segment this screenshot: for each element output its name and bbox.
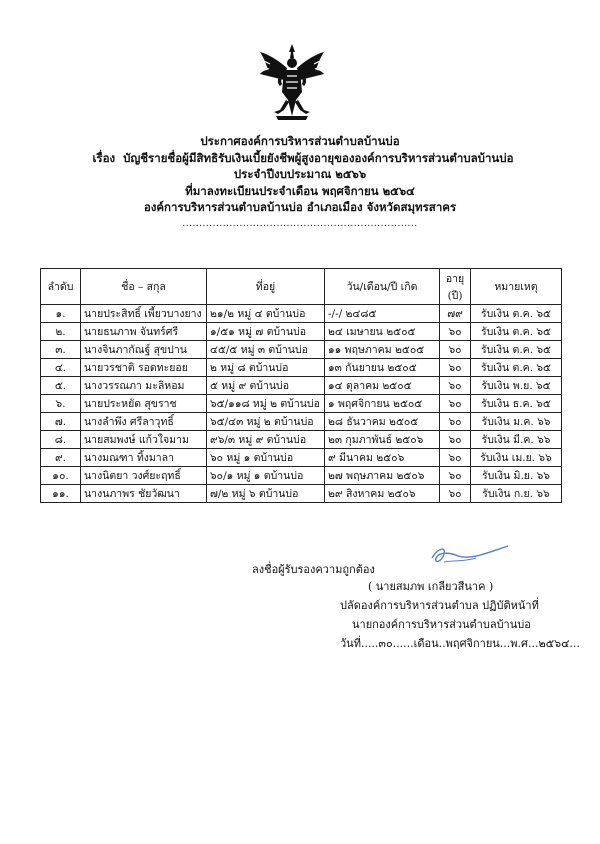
table-row bbox=[41, 485, 562, 503]
table-row bbox=[41, 341, 562, 359]
cell-age: ๖๐ bbox=[440, 467, 471, 485]
cell-no: ๒. bbox=[41, 323, 81, 341]
cell-name: นายสมพงษ์ แก้วใจมาม bbox=[81, 431, 207, 449]
cell-no: ๑๐. bbox=[41, 467, 81, 485]
subject-label: เรื่อง bbox=[92, 150, 116, 165]
header-age: อายุ bbox=[440, 269, 471, 288]
cell-dob: ๑๔ ตุลาคม ๒๕๐๕ bbox=[325, 377, 440, 395]
announcement-subject bbox=[0, 150, 600, 167]
registration-month: ที่มาลงทะเบียนประจำเดือน พฤศจิกายน ๒๕๖๔ bbox=[185, 183, 415, 198]
table-row bbox=[41, 359, 562, 377]
cell-name: นางมณฑา ทิ้งมาลา bbox=[81, 449, 207, 467]
table-row bbox=[41, 431, 562, 449]
header-dob: วัน/เดือน/ปี เกิด bbox=[325, 269, 440, 305]
cell-name: นางนภาพร ชัยวัฒนา bbox=[81, 485, 207, 503]
cell-dob: ๑๓ กันยายน ๒๕๐๕ bbox=[325, 359, 440, 377]
cell-remark: รับเงิน ต.ค. ๖๕ bbox=[471, 305, 562, 323]
cell-remark: รับเงิน เม.ย. ๖๖ bbox=[471, 449, 562, 467]
cell-address: ๕ หมู่ ๙ ตบ้านบ่อ bbox=[207, 377, 325, 395]
cell-age: ๖๐ bbox=[440, 377, 471, 395]
cell-age: ๖๐ bbox=[440, 323, 471, 341]
cell-age: ๖๐ bbox=[440, 485, 471, 503]
cell-no: ๔. bbox=[41, 359, 81, 377]
cell-dob: ๑๑ พฤษภาคม ๒๕๐๕ bbox=[325, 341, 440, 359]
cell-name: นายวรชาติ รอดทะยอย bbox=[81, 359, 207, 377]
cell-remark: รับเงิน ต.ค. ๖๕ bbox=[471, 323, 562, 341]
cell-address: ๒ หมู่ ๘ ตบ้านบ่อ bbox=[207, 359, 325, 377]
cell-age: ๖๐ bbox=[440, 341, 471, 359]
cell-age: ๖๐ bbox=[440, 431, 471, 449]
cell-age: ๖๐ bbox=[440, 395, 471, 413]
cell-dob: ๑ พฤศจิกายน ๒๕๐๕ bbox=[325, 395, 440, 413]
table-row bbox=[41, 413, 562, 431]
cell-address: ๔๕/๕ หมู่ ๓ ตบ้านบ่อ bbox=[207, 341, 325, 359]
header-age-unit: (ปี) bbox=[440, 287, 471, 305]
certify-label: ลงชื่อผู้รับรองความถูกต้อง bbox=[252, 563, 375, 576]
announcement-title: ประกาศองค์การบริหารส่วนตำบลบ้านบ่อ bbox=[200, 134, 400, 148]
cell-address: ๖๐/๑ หมู่ ๑ ตบ้านบ่อ bbox=[207, 467, 325, 485]
fiscal-year: ประจำปีงบประมาณ ๒๕๖๖ bbox=[233, 167, 367, 181]
cell-age: ๖๐ bbox=[440, 413, 471, 431]
cell-dob: ๒๙ สิงหาคม ๒๕๐๖ bbox=[325, 485, 440, 503]
signer-position-2: นายกองค์การบริหารส่วนตำบลบ้านบ่อ bbox=[352, 618, 531, 631]
cell-address: ๗/๒ หมู่ ๖ ตบ้านบ่อ bbox=[207, 485, 325, 503]
signer-position-1: ปลัดองค์การบริหารส่วนตำบล ปฏิบัติหน้าที่ bbox=[340, 599, 539, 612]
beneficiary-table bbox=[40, 268, 562, 503]
cell-no: ๗. bbox=[41, 413, 81, 431]
cell-no: ๕. bbox=[41, 377, 81, 395]
cell-remark: รับเงิน ธ.ค. ๖๕ bbox=[471, 395, 562, 413]
cell-dob: ๒๓ กุมภาพันธ์ ๒๕๐๖ bbox=[325, 431, 440, 449]
cell-name: นายธนภาพ จันทร์ศรี bbox=[81, 323, 207, 341]
cell-age: ๖๐ bbox=[440, 359, 471, 377]
table-row bbox=[41, 467, 562, 485]
table-row bbox=[41, 323, 562, 341]
header-remark: หมายเหตุ bbox=[471, 269, 562, 305]
announcement-header bbox=[0, 133, 600, 232]
cell-no: ๘. bbox=[41, 431, 81, 449]
cell-address: ๖๐ หมู่ ๑ ตบ้านบ่อ bbox=[207, 449, 325, 467]
dotted-separator: ...................................................................... bbox=[182, 218, 418, 229]
cell-name: นางจินภากัณฐ์ สุขปาน bbox=[81, 341, 207, 359]
cell-name: นางนิตยา วงศ์ยะฤทธิ์ bbox=[81, 467, 207, 485]
garuda-emblem-icon bbox=[256, 42, 328, 124]
cell-dob: ๒๔ เมษายน ๒๕๐๕ bbox=[325, 323, 440, 341]
header-name: ชื่อ – สกุล bbox=[81, 269, 207, 305]
cell-age: ๖๐ bbox=[440, 449, 471, 467]
cell-no: ๑. bbox=[41, 305, 81, 323]
cell-remark: รับเงิน ม.ค. ๖๖ bbox=[471, 413, 562, 431]
sign-date: วันที่.....๓๐......เดือน..พฤศจิกายน...พ.ศ...๒๕๖๔... bbox=[340, 637, 580, 650]
cell-name: นางลำพึง ศรีลาวุทธิ์ bbox=[81, 413, 207, 431]
cell-address: ๖๕/๔๓ หมู่ ๒ ตบ้านบ่อ bbox=[207, 413, 325, 431]
table-row bbox=[41, 377, 562, 395]
table-row bbox=[41, 395, 562, 413]
cell-remark: รับเงิน มิ.ย. ๖๖ bbox=[471, 467, 562, 485]
cell-remark: รับเงิน ต.ค. ๖๕ bbox=[471, 359, 562, 377]
cell-no: ๑๑. bbox=[41, 485, 81, 503]
cell-name: นางวรรณภา มะลิหอม bbox=[81, 377, 207, 395]
table-row bbox=[41, 449, 562, 467]
handwritten-signature bbox=[424, 540, 514, 570]
signer-name: ( นายสมภพ เกลียวสีนาค ) bbox=[368, 580, 494, 593]
cell-dob: -/-/ ๒๔๘๕ bbox=[325, 305, 440, 323]
cell-remark: รับเงิน ก.ย. ๖๖ bbox=[471, 485, 562, 503]
cell-name: นายประสิทธิ์ เพี้ยวบางยาง bbox=[81, 305, 207, 323]
cell-remark: รับเงิน พ.ย. ๖๕ bbox=[471, 377, 562, 395]
cell-address: ๒๑/๒ หมู่ ๔ ตบ้านบ่อ bbox=[207, 305, 325, 323]
cell-name: นายประหยัด สุขราช bbox=[81, 395, 207, 413]
cell-no: ๖. bbox=[41, 395, 81, 413]
cell-address: ๑/๕๑ หมู่ ๗ ตบ้านบ่อ bbox=[207, 323, 325, 341]
subject-text: บัญชีรายชื่อผู้มีสิทธิรับเงินเบี้ยยังชีพผู้สูงอายุขององค์การบริหารส่วนตำบลบ้านบ่อ bbox=[123, 150, 514, 165]
cell-dob: ๙ มีนาคม ๒๕๐๖ bbox=[325, 449, 440, 467]
cell-no: ๙. bbox=[41, 449, 81, 467]
cell-no: ๓. bbox=[41, 341, 81, 359]
cell-address: ๙๖/๓ หมู่ ๙ ตบ้านบ่อ bbox=[207, 431, 325, 449]
cell-dob: ๒๘ ธันวาคม ๒๕๐๕ bbox=[325, 413, 440, 431]
cell-address: ๖๕/๑๑๘ หมู่ ๒ ตบ้านบ่อ bbox=[207, 395, 325, 413]
table-row bbox=[41, 305, 562, 323]
cell-remark: รับเงิน ต.ค. ๖๕ bbox=[471, 341, 562, 359]
cell-dob: ๒๗ พฤษภาคม ๒๕๐๖ bbox=[325, 467, 440, 485]
header-no: ลำดับ bbox=[41, 269, 81, 305]
cell-remark: รับเงิน มี.ค. ๖๖ bbox=[471, 431, 562, 449]
header-address: ที่อยู่ bbox=[207, 269, 325, 305]
table-body bbox=[41, 305, 562, 503]
organization-location: องค์การบริหารส่วนตำบลบ้านบ่อ อำเภอเมือง จังหวัดสมุทรสาคร bbox=[143, 200, 457, 214]
cell-age: ๗๙ bbox=[440, 305, 471, 323]
